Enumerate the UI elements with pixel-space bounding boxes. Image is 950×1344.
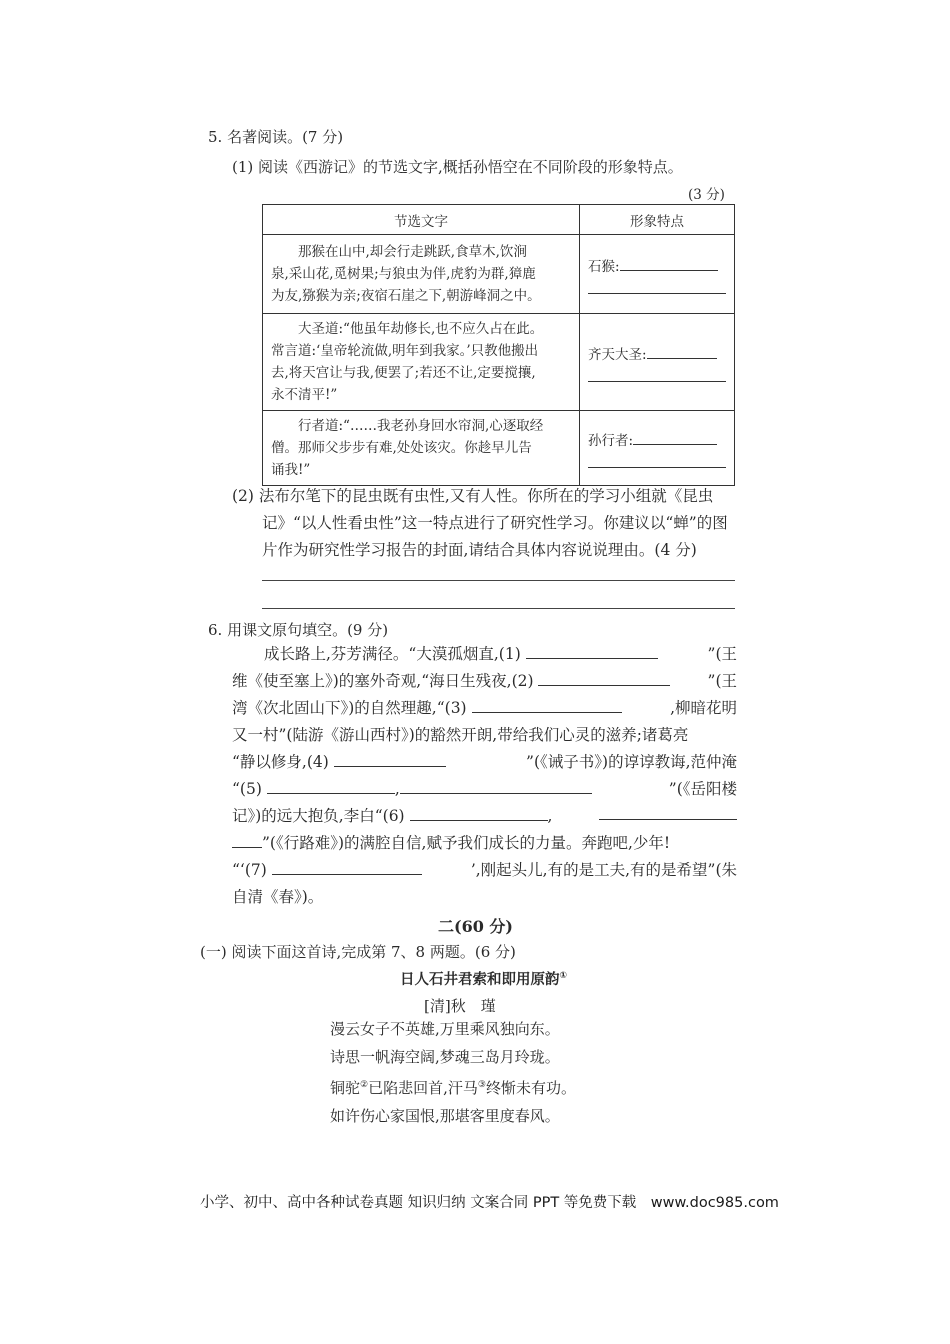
fill-blank-1[interactable] (526, 642, 658, 659)
footnote-marker: ③ (477, 1080, 486, 1090)
answer-blank[interactable] (647, 344, 717, 359)
text-line: 自清《春》)。 (232, 888, 324, 906)
text-run: 成长路上,芬芳满径。“大漠孤烟直,(1) (264, 645, 526, 663)
footnote-marker: ② (360, 1080, 369, 1090)
q5-sub2-line: (2) 法布尔笔下的昆虫既有虫性,又有人性。你所在的学习小组就《昆虫 (232, 487, 714, 505)
answer-blank[interactable] (588, 367, 726, 382)
answer-blank[interactable] (588, 279, 726, 294)
trait-label: 齐天大圣: (588, 346, 647, 363)
fill-blank-4[interactable] (334, 750, 446, 767)
trait-cell-1 (580, 235, 735, 314)
answer-blank[interactable] (633, 430, 717, 445)
excerpt-line: 泉,采山花,觅树果;与狼虫为伴,虎豹为群,獐鹿 (271, 266, 536, 282)
fill-blank-5b[interactable] (400, 777, 592, 794)
text-run: ’,刚起头儿,有的是工夫,有的是希望”(朱 (470, 861, 737, 879)
fill-blank-7[interactable] (272, 858, 422, 875)
q5-sub1: (1) 阅读《西游记》的节选文字,概括孙悟空在不同阶段的形象特点。 (232, 158, 683, 176)
q5-sub2-line: 记》“以人性看虫性”这一特点进行了研究性学习。你建议以“蝉”的图 (262, 514, 728, 532)
fill-blank-3[interactable] (472, 696, 622, 713)
answer-blank[interactable] (588, 453, 726, 468)
fill-blank-2[interactable] (538, 669, 670, 686)
trait-cell-2 (580, 314, 735, 411)
poem-line: 诗思一帆海空阔,梦魂三岛月玲珑。 (330, 1048, 560, 1066)
poem-title (400, 968, 567, 989)
poem-author: [清]秋 瑾 (424, 997, 496, 1015)
excerpt-line: 常言道:‘皇帝轮流做,明年到我家。’只教他搬出 (271, 343, 539, 359)
text-run: 维《使至塞上》)的塞外奇观,“海日生残夜,(2) (232, 672, 539, 690)
text-run: “静以修身,(4) (232, 753, 334, 771)
trait-label: 孙行者: (588, 432, 634, 449)
excerpt-row-3 (263, 411, 580, 486)
excerpt-table (262, 204, 735, 486)
q6-heading: 6. 用课文原句填空。(9 分) (208, 621, 389, 639)
q5-sub2 (232, 483, 728, 564)
poem-title-text: 日人石井君索和即用原韵 (400, 972, 560, 988)
excerpt-line: 大圣道:“他虽年劫修长,也不应久占在此。 (298, 321, 544, 337)
text-run: ,柳暗花明 (670, 699, 737, 717)
excerpt-line: 行者道:“……我老孙身回水帘洞,心逐取经 (298, 418, 544, 434)
trait-label: 石猴: (588, 258, 620, 275)
fill-blank-5a[interactable] (267, 777, 395, 794)
text-run: 记》)的远大抱负,李白“(6) (232, 807, 410, 825)
fill-blank-6c[interactable] (232, 831, 262, 848)
section2-heading: 二(60 分) (438, 917, 513, 936)
excerpt-line: 诵我!” (271, 462, 311, 478)
text-run: 湾《次北固山下》)的自然理趣,“(3) (232, 699, 472, 717)
footer-text: 小学、初中、高中各种试卷真题 知识归纳 文案合同 PPT 等免费下载 www.doc985.com (200, 1195, 779, 1211)
excerpt-line: 为友,猕猴为亲;夜宿石崖之下,朝游峰洞之中。 (271, 288, 541, 304)
excerpt-line: 僧。那师父步步有难,处处该灾。你趁早儿告 (271, 440, 532, 456)
excerpt-line: 永不清平!” (271, 387, 338, 403)
text-run: ”(王 (707, 645, 737, 663)
poem-line: 漫云女子不英雄,万里乘风独向东。 (330, 1020, 560, 1038)
text-run: “(5) (232, 780, 267, 798)
q5-sub1-score: (3 分) (688, 187, 725, 203)
fill-blank-6a[interactable] (410, 804, 548, 821)
fill-blank-6b[interactable] (599, 803, 737, 820)
section2-intro: (一) 阅读下面这首诗,完成第 7、8 两题。(6 分) (200, 943, 516, 961)
q5-sub2-line: 片作为研究性学习报告的封面,请结合具体内容说说理由。(4 分) (262, 541, 697, 559)
answer-blank[interactable] (620, 256, 718, 271)
text-run: ”(《诫子书》)的谆谆教诲,范仲淹 (526, 753, 737, 771)
q6-passage (232, 641, 737, 911)
poem-body (330, 1015, 576, 1130)
excerpt-row-2 (263, 314, 580, 411)
excerpt-line: 那猴在山中,却会行走跳跃,食草木,饮涧 (298, 244, 527, 260)
text-line: 又一村”(陆游《游山西村》)的豁然开朗,带给我们心灵的滋养;诸葛亮 (232, 726, 689, 744)
excerpt-row-1 (263, 235, 580, 314)
answer-line[interactable] (262, 580, 735, 581)
col-header-text: 节选文字 (263, 205, 580, 235)
poem-line (330, 1071, 576, 1102)
text-run: ”(《行路难》)的满腔自信,赋予我们成长的力量。奔跑吧,少年! (262, 834, 671, 852)
answer-line[interactable] (262, 608, 735, 609)
text-run: , (547, 807, 553, 825)
text-run: ”(王 (707, 672, 737, 690)
trait-cell-3 (580, 411, 735, 486)
footnote-marker: ① (559, 971, 568, 982)
text-run: 终惭未有功。 (485, 1079, 576, 1097)
text-run: “‘(7) (232, 861, 272, 879)
col-header-trait: 形象特点 (580, 205, 735, 235)
poem-line: 如许伤心家国恨,那堪客里度春风。 (330, 1107, 560, 1125)
q5-heading: 5. 名著阅读。(7 分) (208, 128, 344, 146)
text-run: ”(《岳阳楼 (668, 780, 737, 798)
text-run: , (394, 780, 400, 798)
text-run: 已陷悲回首,汗马 (368, 1079, 478, 1097)
text-run: 铜驼 (330, 1079, 361, 1097)
excerpt-line: 去,将天宫让与我,便罢了;若还不让,定要搅攘, (271, 365, 536, 381)
